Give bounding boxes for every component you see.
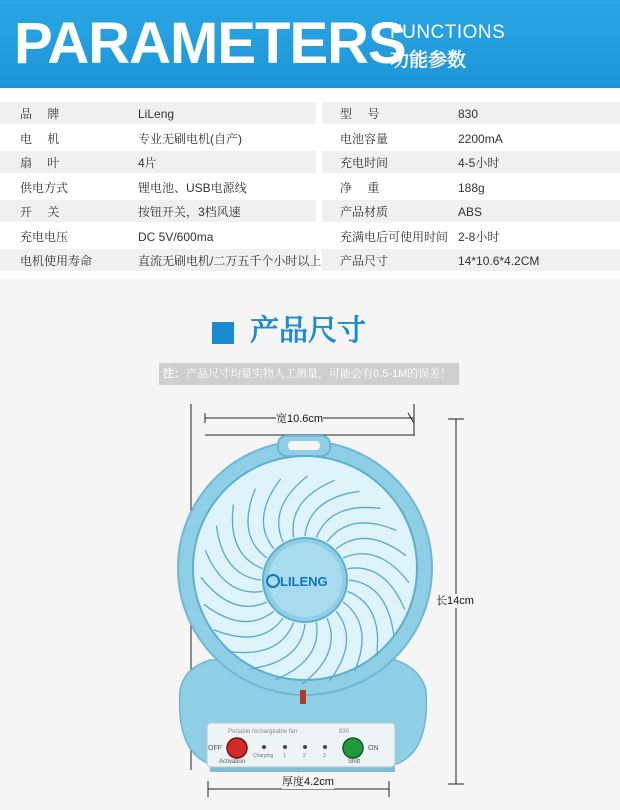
banner-subtitle-en: FUNCTIONS: [390, 22, 506, 43]
spec-value: 锂电池、USB电源线: [138, 180, 247, 195]
charging-label: Charging: [253, 753, 274, 759]
level2-indicator: [303, 745, 307, 749]
banner-title: PARAMETERS: [14, 11, 406, 76]
note-text: 产品尺寸均是实物人工测量，可能会有0.5-1M的误差！: [186, 368, 452, 380]
spec-key: 品 牌: [20, 107, 60, 121]
note-label: 注：: [163, 368, 185, 380]
spec-key: 产品材质: [340, 205, 389, 219]
depth-dimension-label: 厚度4.2cm: [282, 776, 334, 788]
section-title: 产品尺寸: [250, 315, 367, 347]
spec-value: 4-5小时: [458, 156, 500, 170]
spec-value: 2-8小时: [458, 229, 500, 244]
spec-key: 电机使用寿命: [20, 254, 93, 268]
spec-value: LiLeng: [138, 107, 175, 121]
spec-value: 14*10.6*4.2CM: [458, 254, 540, 268]
panel-model: 830: [339, 729, 350, 735]
off-label: OFF: [208, 745, 222, 752]
level2-label: 2: [303, 753, 306, 759]
activation-label: Activation: [219, 759, 246, 765]
spec-value: 直流无刷电机/二万五千个小时以上: [138, 254, 322, 268]
length-dimension-label: 长14cm: [436, 595, 474, 607]
spec-value: 830: [458, 107, 479, 121]
charging-indicator: [262, 745, 266, 749]
spec-key: 产品尺寸: [340, 254, 389, 268]
spec-value: 按钮开关，3档风速: [138, 205, 241, 219]
level3-label: 3: [323, 753, 326, 759]
spec-value: 4片: [138, 156, 157, 170]
spec-key: 充满电后可使用时间: [340, 229, 449, 244]
spec-value: ABS: [458, 205, 483, 219]
spec-value: DC 5V/600ma: [138, 229, 214, 244]
on-label: ON: [368, 745, 379, 752]
usb-port: [300, 690, 306, 704]
spec-key: 电 机: [20, 131, 60, 146]
spec-key: 净 重: [340, 180, 380, 195]
off-button: [227, 738, 247, 758]
fan-hub: [263, 538, 347, 622]
shift-label: Shift: [348, 759, 361, 765]
spec-value: 2200mA: [458, 131, 503, 146]
spec-key: 扇 叶: [20, 156, 60, 170]
width-dimension-label: 宽10.6cm: [276, 413, 324, 425]
spec-value: 专业无刷电机(自产): [138, 131, 242, 146]
spec-key: 充电电压: [20, 229, 69, 244]
spec-key: 充电时间: [340, 156, 389, 170]
banner-subtitle-cn: 功能参数: [390, 50, 467, 71]
brand-logo-text: LILENG: [280, 574, 328, 589]
level3-indicator: [323, 745, 327, 749]
on-button: [343, 738, 363, 758]
panel-text: Portable rechargeable fan: [228, 729, 298, 735]
level1-label: 1: [283, 753, 286, 759]
spec-key: 开 关: [20, 205, 60, 219]
level1-indicator: [283, 745, 287, 749]
spec-key: 电池容量: [340, 131, 389, 146]
spec-key: 供电方式: [20, 180, 69, 195]
control-panel: [207, 723, 395, 767]
spec-key: 型 号: [340, 107, 380, 121]
spec-value: 188g: [458, 180, 485, 195]
